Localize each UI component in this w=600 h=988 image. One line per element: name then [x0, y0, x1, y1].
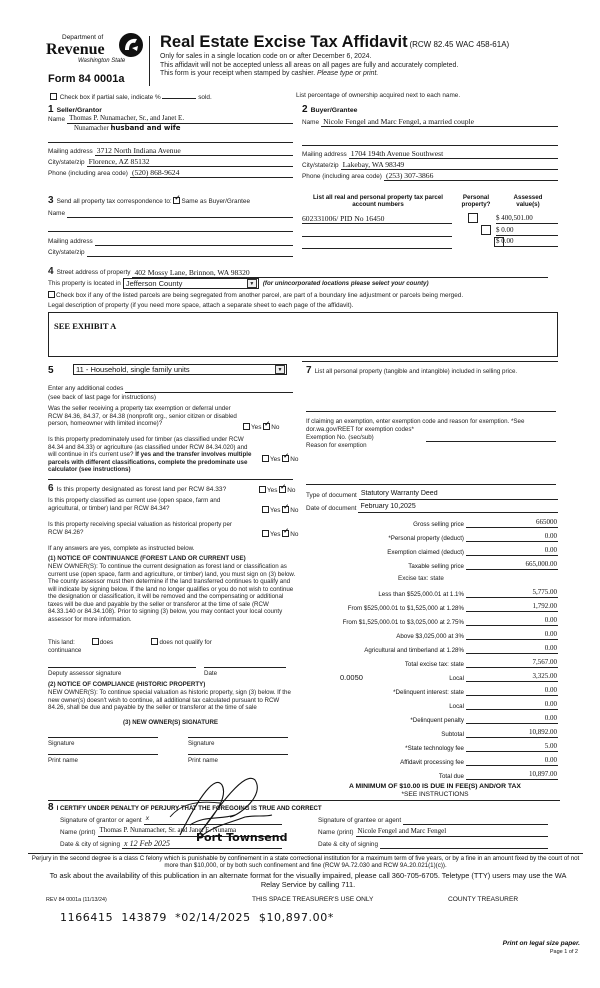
deputy-sig-line[interactable]: [48, 667, 196, 668]
total-excise-state[interactable]: 7,567.00: [466, 658, 558, 668]
section-divider: [48, 800, 560, 801]
tax-row: Exemption claimed (deduct) 0.00: [387, 546, 557, 556]
tax-row: Subtotal 10,892.00: [441, 728, 557, 738]
grantee-date-row: Date & city of signing: [318, 839, 548, 849]
section-divider: [302, 361, 558, 362]
excise-heading: Excise tax: state: [398, 575, 444, 582]
exemption-claimed-deduct[interactable]: 0.00: [466, 546, 558, 556]
buyer-name-input[interactable]: Nicole Fengel and Marc Fengel, a married couple: [321, 117, 558, 127]
tax-row: From $1,525,000.01 to $3,025,000 at 2.75% 0.00: [342, 616, 557, 626]
codes-note: (see back of last page for instructions): [48, 394, 156, 401]
partial-sale: Check box if partial sale, indicate % sold.: [50, 92, 212, 102]
buyer-city-row: City/state/zip Lakebay, WA 98349: [302, 160, 558, 170]
parcel-input[interactable]: [302, 227, 452, 237]
correspondence-heading: 3 Send all property tax correspondence to: ✓ Same as Buyer/Grantee: [48, 195, 250, 207]
yes-checkbox[interactable]: [262, 455, 269, 462]
same-as-buyer-checkbox[interactable]: [173, 197, 180, 204]
assessed-value-input[interactable]: $ 400,501.00: [496, 214, 558, 224]
print-legal-note: Print on legal size paper.: [502, 940, 580, 947]
additional-codes-row: Enter any additional codes: [48, 383, 293, 393]
tier-value[interactable]: 0.00: [466, 644, 558, 654]
assessed-value-input[interactable]: $ 0.00: [496, 237, 558, 247]
parcels-table: [302, 194, 558, 245]
tax-row: From $525,000.01 to $1,525,000 at 1.28% 1,792.00: [347, 602, 557, 612]
seller-name-stamp: husband and wife: [110, 124, 181, 132]
buyer-name-row: Name Nicole Fengel and Marc Fengel, a married couple: [302, 117, 558, 127]
logo-revenue-text: Revenue: [46, 41, 105, 58]
treasurer-use-label: THIS SPACE TREASURER'S USE ONLY: [252, 896, 374, 903]
yes-checkbox[interactable]: [259, 486, 266, 493]
tier-value[interactable]: 1,792.00: [466, 602, 558, 612]
exemption-no-input[interactable]: [426, 441, 556, 442]
yes-checkbox[interactable]: [262, 530, 269, 537]
county-treasurer-label: COUNTY TREASURER: [448, 896, 519, 903]
notice-continuance-text: NEW OWNER(S): To continue the current designation as forest land or classification as current use (open space, farm and agriculture, or timber) land, you must sign on (3) below. The county assessor must then determine if the land transferred continues to qualify and will indicate by signing below. If the land no longer qualifies or you do not wish to continue the designation or classification, it will be removed and the compensating or additional taxes will be due and payable by the seller or transferor at the time of sale (RCW 84.33.140 or 84.34.108). Prior to signing (3) below, you may contact your local county assessor for more information.: [48, 563, 296, 623]
buyer-name-line: [302, 145, 558, 146]
tax-row: Gross selling price 665000: [413, 518, 557, 528]
grantee-date-input[interactable]: [380, 839, 548, 849]
assessed-value-input[interactable]: $ 0.00: [496, 226, 558, 236]
segregate-row: Check box if any of the listed parcels are being segregated from another parcel, are part of a boundary line adjustment or parcels being merged.: [48, 291, 463, 300]
seller-mailing-row: Mailing address 3712 North Indiana Avenue: [48, 146, 293, 156]
title-text: Real Estate Excise Tax Affidavit: [160, 33, 408, 51]
grantor-sig-row: Signature of grantor or agent x: [60, 815, 282, 825]
section5-q1: Was the seller receiving a property tax exemption or deferral under RCW 84.36, 84.37, or 84.38 (nonprofit org., senior citizen or disabled person, homeowner with limited income)?: [48, 405, 237, 428]
print-name-label: Print name: [188, 757, 218, 764]
no-checkbox[interactable]: [263, 423, 270, 430]
perjury-notice: Perjury in the second degree is a class C felony which is punishable by confinement in a state correctional institution for a maximum term of five years, or by a fine in an amount fixed by the court of not more than $10,000, or by both such confinement and fine (RCW 9A.72.030 and RCW 9A.20.021(1)(c)).: [31, 855, 580, 870]
page-number: Page 1 of 2: [549, 949, 578, 955]
chevron-down-icon: ▼: [247, 279, 257, 288]
section-divider: [48, 479, 293, 480]
buyer-city-input[interactable]: Lakebay, WA 98349: [341, 160, 558, 170]
header-divider: [149, 36, 150, 86]
tax-row: Local 0.00: [449, 700, 557, 710]
partial-sale-checkbox[interactable]: [50, 93, 57, 100]
exemption-reason-input[interactable]: [306, 484, 556, 485]
seller-heading: 1 Seller/Grantor: [48, 104, 102, 115]
doc-date-row: Date of document February 10,2025: [306, 503, 558, 513]
no-checkbox[interactable]: [282, 530, 289, 537]
use-code-select[interactable]: 11 - Household, single family units ▼: [73, 364, 287, 375]
legal-desc-label: Legal description of property (if you need more space, attach a separate sheet to each page of the affidavit).: [48, 302, 354, 309]
seller-name-line2: Nunamacher husband and wife: [74, 124, 181, 132]
corr-name-input[interactable]: [67, 208, 293, 218]
seller-name-row: Name Thomas P. Nunamacher, Sr., and Janet E.: [48, 114, 293, 124]
tax-row: Affidavit processing fee 0.00: [400, 756, 557, 766]
notice-continuance-title: (1) NOTICE OF CONTINUANCE (FOREST LAND OR CURRENT USE): [48, 555, 246, 562]
street-row: 4 Street address of property 402 Mossy Lane, Brinnon, WA 98320: [48, 266, 548, 278]
personal-property-input[interactable]: [306, 411, 556, 412]
tax-row-local: 0.0050 Local 3,325.00: [340, 672, 557, 682]
street-address-input[interactable]: 402 Mossy Lane, Brinnon, WA 98320: [132, 268, 548, 278]
this-land-row: This land: does does not qualify for continuance: [48, 639, 212, 654]
section5-q2-answer: Yes ✓ No: [262, 455, 298, 464]
signature-label: Signature: [48, 740, 75, 747]
section5-q1-answer: Yes ✓ No: [243, 423, 279, 432]
no-checkbox[interactable]: [279, 486, 286, 493]
revision-label: REV 84 0001a (11/13/24): [46, 897, 107, 903]
notice-compliance-text: NEW OWNER(S): To continue special valuation as historic property, sign (3) below. If the new owner(s) doesn't wish to continue, all additional tax calculated pursuant to RCW 84.26, shall be due and payable by the seller or transferor at the time of sale: [48, 689, 291, 712]
county-select[interactable]: Jefferson County ▼: [123, 278, 259, 289]
owner-sig-line[interactable]: [48, 737, 158, 738]
delinquent-interest-local[interactable]: 0.00: [466, 700, 558, 710]
personal-property-checkbox[interactable]: [481, 225, 491, 235]
grantee-signature-input[interactable]: [403, 815, 548, 825]
section6-q1: 6 Is this property designated as forest land per RCW 84.33?: [48, 483, 227, 494]
ownership-note: List percentage of ownership acquired next to each name.: [296, 92, 461, 99]
seller-mailing-input[interactable]: 3712 North Indiana Avenue: [95, 146, 293, 156]
header-note: This form is your receipt when stamped by cashier. Please type or print.: [160, 70, 379, 78]
affidavit-processing-fee[interactable]: 0.00: [466, 756, 558, 766]
corr-mailing-input[interactable]: [95, 236, 293, 246]
section6-q2: Is this property classified as current use (open space, farm and agricultural, or timber) land per RCW 84.34?: [48, 497, 221, 512]
grantor-name-input[interactable]: Thomas P. Nunamacher, Sr. and Janet E. Nunama: [98, 827, 282, 837]
signature-label: Signature: [188, 740, 215, 747]
corr-name-row: Name: [48, 208, 293, 218]
corr-mailing-row: Mailing address: [48, 236, 293, 246]
tax-row: Above $3,025,000 at 3% 0.00: [396, 630, 557, 640]
tax-row: Agricultural and timberland at 1.28% 0.00: [364, 644, 557, 654]
tax-row: *State technology fee 5.00: [405, 742, 557, 752]
doc-date-input[interactable]: February 10,2025: [358, 503, 558, 513]
logo-dept-text: Department of: [62, 34, 104, 41]
corr-name-line: [48, 231, 293, 232]
section6-q3: Is this property receiving special valuation as historical property per RCW 84.26?: [48, 521, 232, 536]
deputy-date-label: Date: [204, 670, 218, 677]
dor-logo-icon: [118, 32, 144, 58]
title-ref: (RCW 82.45 WAC 458-61A): [409, 40, 510, 49]
tax-row: Taxable selling price 665,000.00: [408, 560, 557, 570]
grantee-name-row: Name (print) Nicole Fengel and Marc Fengel: [318, 827, 548, 837]
tax-row: *Personal property (deduct) 0.00: [388, 532, 557, 542]
city-stamp: Port Townsend: [196, 831, 288, 844]
signature-scribble-icon: [160, 755, 275, 850]
tier-value[interactable]: 5,775.00: [466, 588, 558, 598]
if-yes-note: If any answers are yes, complete as instructed below.: [48, 545, 195, 552]
doc-type-row: Type of document Statutory Warranty Deed: [306, 490, 558, 500]
taxable-selling-price[interactable]: 665,000.00: [466, 560, 558, 570]
delinquent-interest-state[interactable]: 0.00: [466, 686, 558, 696]
exemption-reason-label: Reason for exemption: [306, 442, 367, 449]
deputy-sig-label: Deputy assessor signature: [48, 670, 122, 677]
segregate-checkbox[interactable]: [48, 291, 55, 298]
seller-name-line: [48, 142, 293, 143]
value-col-header: Assessed value(s): [513, 194, 543, 209]
tax-row: Total due 10,897.00: [438, 770, 557, 780]
buyer-phone-input[interactable]: (253) 307-3866: [384, 171, 558, 181]
no-checkbox[interactable]: [282, 506, 289, 513]
section7-label: 7 List all personal property (tangible and intangible) included in selling price.: [306, 365, 518, 376]
footer-divider: [28, 853, 583, 854]
local-rate: 0.0050: [340, 673, 363, 682]
partial-sale-percent-input[interactable]: [162, 92, 196, 99]
logo-state-text: Washington State: [78, 58, 126, 64]
grantee-name-input[interactable]: Nicole Fengel and Marc Fengel: [356, 827, 548, 837]
parcel-col-header: List all real and personal property tax parcel account numbers: [313, 194, 443, 209]
doc-type-input[interactable]: Statutory Warranty Deed: [359, 490, 558, 500]
yes-checkbox[interactable]: [262, 506, 269, 513]
alt-format-notice: To ask about the availability of this publication in an alternate format for the visually impaired, please call 360-705-6705. Teletype (TTY) users may use the WA Relay Service by calling 711.: [49, 871, 567, 889]
chevron-down-icon: ▼: [275, 365, 285, 374]
does-checkbox[interactable]: [92, 638, 99, 645]
legal-description-text: SEE EXHIBIT A: [54, 321, 117, 331]
form-number: Form 84 0001a: [48, 73, 125, 85]
buyer-phone-row: Phone (including area code) (253) 307-3866: [302, 171, 558, 181]
section5-q2: Is this property predominately used for timber (as classified under RCW 84.34 and 84.33) or agriculture (as classified under RCW 84.34.020) and will continue in it's current use? If yes and the transfer involves multiple parcels with different classifications, complete the predominate use calculator (see instructions): [48, 436, 252, 474]
owner-print-line[interactable]: [48, 754, 158, 755]
corr-city-row: City/state/zip: [48, 247, 293, 257]
parcel-input[interactable]: 602331006/ PID No 16450: [302, 214, 452, 224]
certify-heading: 8 I CERTIFY UNDER PENALTY OF PERJURY THAT THE FOREGOING IS TRUE AND CORRECT: [48, 802, 322, 813]
new-owner-sig-title: (3) NEW OWNER(S) SIGNATURE: [122, 719, 219, 726]
section5-number: 5: [48, 365, 54, 376]
buyer-heading: 2 Buyer/Grantee: [302, 104, 358, 115]
legal-description-box[interactable]: [48, 312, 558, 357]
subtotal[interactable]: 10,892.00: [466, 728, 558, 738]
grantee-sig-row: Signature of grantee or agent: [318, 815, 548, 825]
tax-row: *Delinquent penalty 0.00: [410, 714, 557, 724]
personal-property-checkbox[interactable]: [468, 213, 478, 223]
grantor-signature-input[interactable]: x: [144, 815, 282, 825]
owner-sig-line[interactable]: [188, 737, 288, 738]
yes-checkbox[interactable]: [243, 423, 250, 430]
state-technology-fee[interactable]: 5.00: [466, 742, 558, 752]
receipt-stamp: 1166415 143879 *02/14/2025 $10,897.00*: [60, 911, 334, 924]
seller-phone-row: Phone (including area code) (520) 868-9624: [48, 168, 293, 178]
personal-col-header: Personal property?: [461, 194, 491, 209]
page-title: [160, 33, 509, 53]
does-not-checkbox[interactable]: [151, 638, 158, 645]
tax-row: Less than $525,000.01 at 1.1% 5,775.00: [378, 588, 557, 598]
header-note: Only for sales in a single location code on or after December 6, 2024.: [160, 53, 372, 60]
grantor-name-row: Name (print) Thomas P. Nunamacher, Sr. and Janet E. Nunama: [60, 827, 282, 837]
additional-codes-input[interactable]: [125, 383, 293, 393]
gross-selling-price[interactable]: 665000: [466, 518, 558, 528]
header-notes: [160, 53, 458, 79]
local-excise[interactable]: 3,325.00: [466, 672, 558, 682]
section6-q1-answer: Yes ✓ No: [259, 486, 295, 495]
location-row: This property is located in Jefferson County ▼ (for unincorporated locations please select your county): [48, 279, 429, 288]
no-checkbox[interactable]: [282, 455, 289, 462]
section6-q3-answer: Yes ✓ No: [262, 530, 298, 539]
minimum-due-note: A MINIMUM OF $10.00 IS DUE IN FEE(S) AND/OR TAX: [349, 783, 521, 790]
buyer-mailing-input[interactable]: 1704 194th Avenue Southwest: [349, 149, 558, 159]
tax-row: Total excise tax: state 7,567.00: [404, 658, 557, 668]
seller-name-input[interactable]: Thomas P. Nunamacher, Sr., and Janet E.: [67, 114, 293, 124]
seller-city-row: City/state/zip Florence, AZ 85132: [48, 157, 293, 167]
seller-city-input[interactable]: Florence, AZ 85132: [87, 157, 293, 167]
buyer-mailing-row: Mailing address 1704 194th Avenue Southwest: [302, 149, 558, 159]
exemption-no-label: Exemption No. (sec/sub): [306, 434, 374, 441]
deputy-date-line[interactable]: [204, 667, 286, 668]
tier-value[interactable]: 0.00: [466, 630, 558, 640]
personal-property-deduct[interactable]: 0.00: [466, 532, 558, 542]
seller-phone-input[interactable]: (520) 868-9624: [130, 168, 293, 178]
delinquent-penalty[interactable]: 0.00: [466, 714, 558, 724]
total-due[interactable]: 10,897.00: [466, 770, 558, 780]
tier-value[interactable]: 0.00: [466, 616, 558, 626]
notice-compliance-title: (2) NOTICE OF COMPLIANCE (HISTORIC PROPERTY): [48, 681, 206, 688]
grantor-date-row: Date & city of signing x 12 Feb 2025: [60, 839, 282, 849]
tax-row: *Delinquent interest: state 0.00: [393, 686, 557, 696]
see-instructions-note: *SEE INSTRUCTIONS: [401, 791, 469, 798]
exemption-text: If claiming an exemption, enter exemption code and reason for exemption. *See dor.wa.gov/REET for exemption codes*: [306, 418, 525, 433]
print-name-label: Print name: [48, 757, 78, 764]
header-note: This affidavit will not be accepted unless all areas on all pages are fully and accurately completed.: [160, 61, 459, 69]
section6-q2-answer: Yes ✓ No: [262, 506, 298, 515]
grantor-date-input[interactable]: x 12 Feb 2025: [122, 839, 282, 849]
corr-city-input[interactable]: [87, 247, 293, 257]
parcel-input[interactable]: [302, 239, 452, 249]
